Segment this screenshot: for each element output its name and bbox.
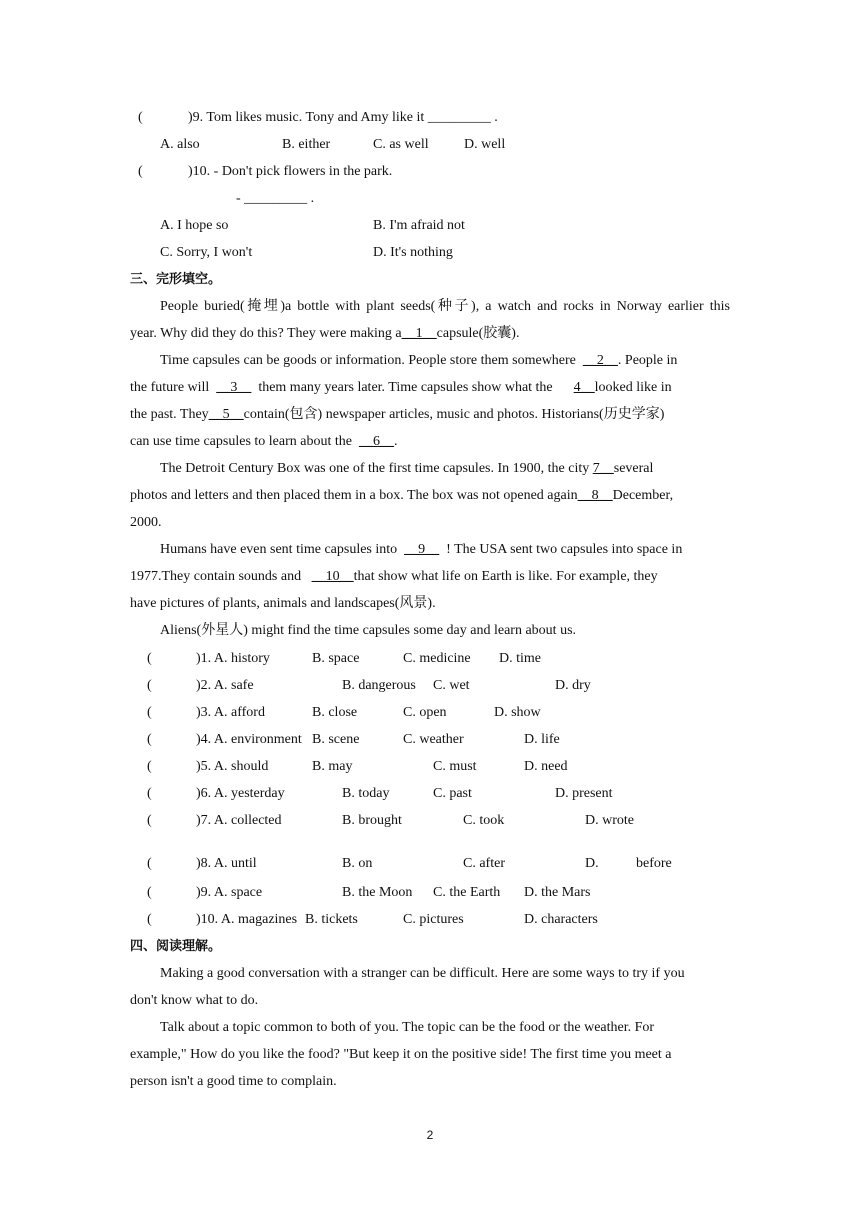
paragraph-line: Talk about a topic common to both of you. The topic can be the food or the weather. For — [160, 1020, 655, 1035]
option-d: D. well — [464, 137, 506, 152]
option-b: B. brought — [342, 813, 402, 828]
paragraph-line — [130, 568, 658, 586]
paragraph-line — [160, 541, 682, 559]
option-a: )9. A. space — [196, 885, 263, 900]
option-b: B. space — [312, 651, 360, 666]
section-heading-reading: 四、阅读理解。 — [130, 939, 222, 954]
text-segment: the future will — [130, 380, 210, 395]
answer-paren: ( — [147, 786, 152, 801]
blank-8: __8__ — [577, 488, 613, 503]
paragraph-line: Aliens(外星人) might find the time capsules some day and learn about us. — [160, 623, 577, 638]
option-b: B. tickets — [305, 912, 358, 927]
answer-paren: ( — [147, 813, 152, 828]
option-a: )8. A. until — [196, 856, 257, 871]
option-d: D. life — [524, 732, 560, 747]
text-segment: . People in — [617, 353, 678, 368]
question-10-reply: - _________ . — [236, 191, 315, 206]
option-d: D. It's nothing — [373, 245, 453, 260]
option-b: B. close — [312, 705, 358, 720]
blank-5: __5__ — [208, 407, 244, 422]
option-d: D. show — [494, 705, 541, 720]
option-a: )6. A. yesterday — [196, 786, 285, 801]
option-a: A. I hope so — [160, 218, 229, 233]
option-c: C. Sorry, I won't — [160, 245, 253, 260]
answer-paren: ( — [147, 651, 152, 666]
option-c: C. medicine — [403, 651, 471, 666]
option-c: C. pictures — [403, 912, 464, 927]
option-d: D. need — [524, 759, 568, 774]
text-segment: ! The USA sent two capsules into space in — [446, 542, 683, 557]
option-c: C. the Earth — [433, 885, 501, 900]
paragraph-line — [130, 433, 397, 451]
option-a: )2. A. safe — [196, 678, 254, 693]
paragraph-line: don't know what to do. — [130, 993, 259, 1008]
paragraph-line — [160, 460, 653, 478]
page-number: 2 — [426, 1128, 434, 1142]
option-a: )5. A. should — [196, 759, 269, 774]
answer-paren: ( — [147, 732, 152, 747]
option-a: )3. A. afford — [196, 705, 265, 720]
paragraph-line: person isn't a good time to complain. — [130, 1074, 337, 1089]
section-heading-cloze: 三、完形填空。 — [130, 272, 222, 287]
paragraph-line — [130, 379, 672, 397]
paragraph-line: 2000. — [130, 515, 162, 530]
option-c: C. as well — [373, 137, 429, 152]
question-9: )9. Tom likes music. Tony and Amy like it _________ . — [188, 110, 498, 125]
option-d: D. present — [555, 786, 613, 801]
answer-paren: ( — [147, 678, 152, 693]
text-segment: December, — [612, 488, 674, 503]
answer-paren: ( — [138, 110, 143, 125]
paragraph-line — [130, 406, 664, 424]
option-b: B. may — [312, 759, 353, 774]
blank-9: __9__ — [404, 542, 440, 557]
blank-10: __10__ — [311, 569, 354, 584]
text-segment: contain(包含) newspaper articles, music and photos. Historians(历史学家) — [243, 407, 665, 422]
option-c: C. must — [433, 759, 477, 774]
option-c: C. took — [463, 813, 505, 828]
option-d: D. the Mars — [524, 885, 591, 900]
text-segment: photos and letters and then placed them in a box. The box was not opened again — [130, 488, 578, 503]
blank-6: __6__ — [358, 434, 394, 449]
option-d: D. wrote — [585, 813, 634, 828]
paragraph-line: example," How do you like the food? "But keep it on the positive side! The first time you meet a — [130, 1047, 672, 1062]
text-segment: . — [393, 434, 398, 449]
text-segment: several — [613, 461, 654, 476]
option-a: )10. A. magazines — [196, 912, 298, 927]
paragraph-line: People buried(掩埋)a bottle with plant seeds(种子), a watch and rocks in Norway earlier this — [160, 299, 730, 314]
option-a: )7. A. collected — [196, 813, 282, 828]
paragraph-line — [130, 325, 519, 343]
text-segment: Humans have even sent time capsules into — [160, 542, 398, 557]
text-segment: the past. They — [130, 407, 209, 422]
blank-3: __3__ — [216, 380, 252, 395]
paragraph-line: have pictures of plants, animals and landscapes(风景). — [130, 596, 436, 611]
text-segment: can use time capsules to learn about the — [130, 434, 352, 449]
option-b: B. today — [342, 786, 390, 801]
text-segment: looked like in — [594, 380, 672, 395]
paragraph-line: Making a good conversation with a stranger can be difficult. Here are some ways to try if you — [160, 966, 685, 981]
option-a: )1. A. history — [196, 651, 270, 666]
text-segment: 1977.They contain sounds and — [130, 569, 302, 584]
answer-paren: ( — [147, 885, 152, 900]
option-b: B. scene — [312, 732, 360, 747]
blank-2: __2__ — [582, 353, 618, 368]
answer-paren: ( — [147, 759, 152, 774]
option-c: C. weather — [403, 732, 464, 747]
text-segment: capsule(胶囊). — [436, 326, 520, 341]
text-segment: them many years later. Time capsules show what the — [258, 380, 553, 395]
answer-paren: ( — [147, 856, 152, 871]
option-b: B. dangerous — [342, 678, 416, 693]
option-a: A. also — [160, 137, 200, 152]
question-10: )10. - Don't pick flowers in the park. — [188, 164, 393, 179]
paragraph-line — [130, 487, 673, 505]
answer-paren: ( — [147, 705, 152, 720]
text-segment: Time capsules can be goods or information. People store them somewhere — [160, 353, 576, 368]
option-a: )4. A. environment — [196, 732, 302, 747]
option-d-text: before — [636, 856, 672, 871]
option-d: D. dry — [555, 678, 591, 693]
option-d: D. time — [499, 651, 541, 666]
option-c: C. wet — [433, 678, 470, 693]
paragraph-line — [160, 352, 677, 370]
option-b: B. the Moon — [342, 885, 413, 900]
option-d: D. characters — [524, 912, 598, 927]
option-d: D. — [585, 856, 599, 871]
option-c: C. past — [433, 786, 472, 801]
blank-1: __1__ — [401, 326, 437, 341]
text-segment: year. Why did they do this? They were making a — [130, 326, 402, 341]
option-c: C. open — [403, 705, 447, 720]
blank-7: 7__ — [592, 461, 614, 476]
text-segment: The Detroit Century Box was one of the first time capsules. In 1900, the city — [160, 461, 590, 476]
answer-paren: ( — [147, 912, 152, 927]
option-b: B. either — [282, 137, 331, 152]
answer-paren: ( — [138, 164, 143, 179]
option-b: B. on — [342, 856, 373, 871]
option-b: B. I'm afraid not — [373, 218, 465, 233]
blank-4: 4__ — [573, 380, 595, 395]
text-segment: that show what life on Earth is like. For example, they — [353, 569, 658, 584]
option-c: C. after — [463, 856, 505, 871]
